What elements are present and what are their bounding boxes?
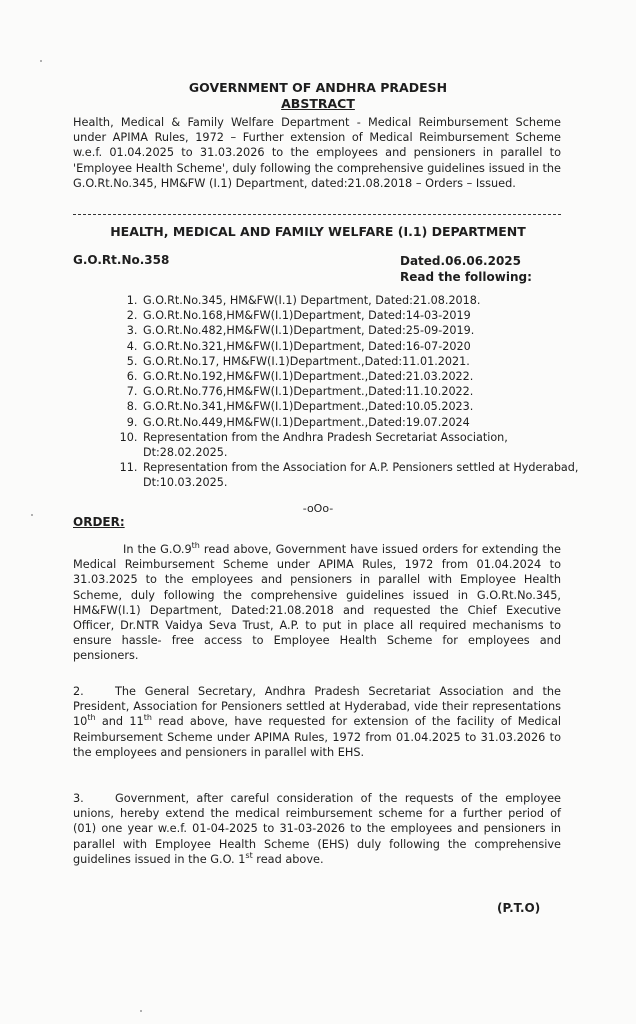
- reference-item: 11. Representation from the Association for A.P. Pensioners settled at Hyderabad, Dt:10.03.2025.: [141, 460, 581, 490]
- government-heading: GOVERNMENT OF ANDHRA PRADESH: [188, 80, 448, 95]
- scan-speck: [31, 514, 33, 516]
- para-number: 3.: [73, 792, 84, 805]
- reference-item: 2. G.O.Rt.No.168,HM&FW(I.1)Department, Dated:14-03-2019: [141, 308, 581, 323]
- department-heading: HEALTH, MEDICAL AND FAMILY WELFARE (I.1) DEPARTMENT: [110, 224, 526, 239]
- order-heading: ORDER:: [73, 515, 125, 529]
- read-following-label: Read the following:: [400, 270, 532, 284]
- reference-item: 4. G.O.Rt.No.321,HM&FW(I.1)Department, Dated:16-07-2020: [141, 339, 581, 354]
- order-p2-text-a: The General Secretary, Andhra Pradesh Secretariat Association and the President, Association for Pensioners settled at Hyderabad, vide their representations 10: [73, 685, 561, 729]
- pto-label: (P.T.O): [497, 901, 541, 915]
- order-p3-sup: st: [245, 851, 253, 861]
- reference-item: 5. G.O.Rt.No.17, HM&FW(I.1)Department.,Dated:11.01.2021.: [141, 354, 581, 369]
- separator: -oOo-: [302, 502, 334, 515]
- order-p2-sup-2: th: [143, 713, 152, 723]
- reference-item: 9. G.O.Rt.No.449,HM&FW(I.1)Department.,Dated:19.07.2024: [141, 415, 581, 430]
- references-list: [113, 293, 581, 491]
- reference-item: 8. G.O.Rt.No.341,HM&FW(I.1)Department.,Dated:10.05.2023.: [141, 399, 581, 414]
- order-paragraph-1: [73, 542, 561, 664]
- order-p3-text-b: read above.: [252, 852, 324, 866]
- abstract-text: Health, Medical & Family Welfare Department - Medical Reimbursement Scheme under APIMA Rules, 1972 – Further extension of Medical Reimbursement Scheme w.e.f. 01.04.2025 to 31.03.2026 to the employees and pensioners in parallel to 'Employee Health Scheme', duly following the comprehensive guidelines issued in the G.O.Rt.No.345, HM&FW (I.1) Department, dated:21.08.2018 – Orders – Issued.: [73, 116, 561, 190]
- reference-item: 1. G.O.Rt.No.345, HM&FW(I.1) Department, Dated:21.08.2018.: [141, 293, 581, 308]
- order-paragraph-3: [73, 791, 561, 867]
- reference-item: 10. Representation from the Andhra Pradesh Secretariat Association, Dt:28.02.2025.: [141, 430, 581, 460]
- order-p1-text-b: read above, Government have issued orders for extending the Medical Reimbursement Scheme under APIMA Rules, 1972 from 01.04.2024 to 31.03.2025 to the employees and pensioners in parallel with Employee Health Scheme, duly following the comprehensive guidelines issued in G.O.Rt.No.345, HM&FW(I.1) Department, Dated:21.08.2018 and requested the Chief Executive Officer, Dr.NTR Vaidya Seva Trust, A.P. to put in place all required mechanisms to ensure hassle- free access to Employee Health Scheme for employees and pensioners.: [73, 543, 561, 663]
- go-date: Dated.06.06.2025: [400, 254, 521, 268]
- order-p1-text-a: In the G.O.9: [123, 543, 192, 556]
- order-p2-text-b: read above, have requested for extension of the facility of Medical Reimbursement Scheme under APIMA Rules, 1972 from 01.04.2025 to 31.03.2026 to the employees and pensioners in parallel with EHS.: [73, 715, 562, 759]
- reference-item: 7. G.O.Rt.No.776,HM&FW(I.1)Department.,Dated:11.10.2022.: [141, 384, 581, 399]
- reference-item: 3. G.O.Rt.No.482,HM&FW(I.1)Department, Dated:25-09-2019.: [141, 323, 581, 338]
- order-p1-sup: th: [191, 541, 200, 551]
- reference-item: 6. G.O.Rt.No.192,HM&FW(I.1)Department.,Dated:21.03.2022.: [141, 369, 581, 384]
- para-number: 2.: [73, 685, 84, 698]
- order-p3-text-a: Government, after careful consideration of the requests of the employee unions, hereby extend the medical reimbursement scheme for a further period of (01) one year w.e.f. 01-04-2025 to 31-03-2026 to the employees and pensioners in parallel with Employee Health Scheme (EHS) duly following the comprehensive guidelines issued in the G.O. 1: [73, 792, 561, 866]
- order-paragraph-2: [73, 684, 561, 760]
- scan-speck: [40, 60, 42, 62]
- dashed-divider: [73, 214, 561, 215]
- scan-speck: [140, 1010, 142, 1012]
- abstract-heading: ABSTRACT: [281, 96, 355, 111]
- date-block: [400, 253, 532, 285]
- order-p2-sup-1: th: [87, 713, 96, 723]
- go-number: G.O.Rt.No.358: [73, 253, 170, 267]
- order-p2-text-mid: and 11: [95, 715, 144, 729]
